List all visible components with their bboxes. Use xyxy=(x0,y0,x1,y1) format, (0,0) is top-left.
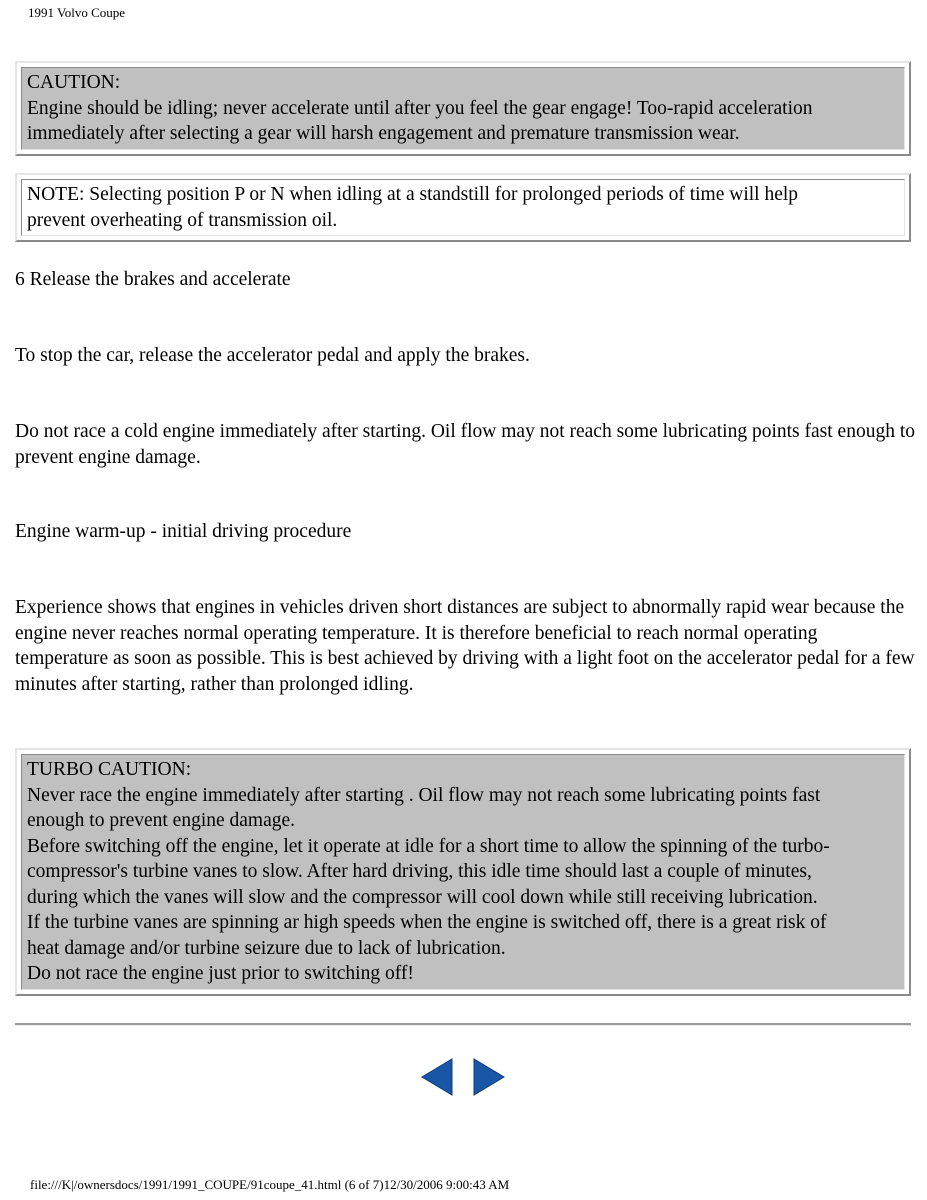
caution-box xyxy=(15,61,911,156)
caution-line: immediately after selecting a gear will harsh engagement and premature transmission wear. xyxy=(27,123,740,144)
note-line: prevent overheating of transmission oil. xyxy=(27,209,338,231)
next-page-link[interactable] xyxy=(473,1058,505,1101)
page-footer: file:///K|/ownersdocs/1991/1991_COUPE/91coupe_41.html (6 of 7)12/30/2006 9:00:43 AM xyxy=(30,1177,510,1192)
previous-page-link[interactable] xyxy=(421,1058,453,1101)
arrow-left-icon xyxy=(421,1058,453,1096)
horizontal-divider xyxy=(15,1023,911,1026)
turbo-caution-line: Do not race the engine just prior to switching off! xyxy=(27,963,414,984)
arrow-right-icon xyxy=(473,1058,505,1096)
turbo-caution-line: Never race the engine immediately after starting . Oil flow may not reach some lubricating points fast xyxy=(27,784,821,806)
step-release-brakes: 6 Release the brakes and accelerate xyxy=(15,269,291,290)
turbo-caution-box xyxy=(15,748,911,996)
turbo-caution-line: during which the vanes will slow and the compressor will cool down while still receiving lubrication. xyxy=(27,886,818,908)
page-header: 1991 Volvo Coupe xyxy=(28,5,126,20)
paragraph-stop-car: To stop the car, release the accelerator pedal and apply the brakes. xyxy=(15,345,530,366)
paragraph-experience: Experience shows that engines in vehicles driven short distances are subject to abnormally rapid wear because the engine never reaches normal operating temperature. It is therefore beneficial to reach normal operating temperature as soon as possible. This is best achieved by driving with a light foot on the accelerator pedal for a few minutes after starting, rather than prolonged idling. xyxy=(15,597,915,695)
note-box xyxy=(15,173,911,242)
note-line: NOTE: Selecting position P or N when idling at a standstill for prolonged periods of time will help xyxy=(27,184,799,205)
turbo-caution-line: enough to prevent engine damage. xyxy=(27,810,296,831)
turbo-caution-line: Before switching off the engine, let it operate at idle for a short time to allow the spinning of the turbo- xyxy=(27,835,830,857)
section-heading-warm-up: Engine warm-up - initial driving procedure xyxy=(15,521,352,542)
paragraph-cold-engine: Do not race a cold engine immediately after starting. Oil flow may not reach some lubricating points fast enough to prevent engine damage. xyxy=(15,421,915,468)
caution-line: Engine should be idling; never accelerate until after you feel the gear engage! Too-rapid acceleration xyxy=(27,97,813,119)
turbo-caution-title: TURBO CAUTION: xyxy=(27,759,192,780)
turbo-caution-line: heat damage and/or turbine seizure due to lack of lubrication. xyxy=(27,937,506,959)
turbo-caution-line: compressor's turbine vanes to slow. After hard driving, this idle time should last a couple of minutes, xyxy=(27,861,812,882)
caution-title: CAUTION: xyxy=(27,72,121,93)
turbo-caution-line: If the turbine vanes are spinning ar high speeds when the engine is switched off, there is a great risk of xyxy=(27,912,827,933)
